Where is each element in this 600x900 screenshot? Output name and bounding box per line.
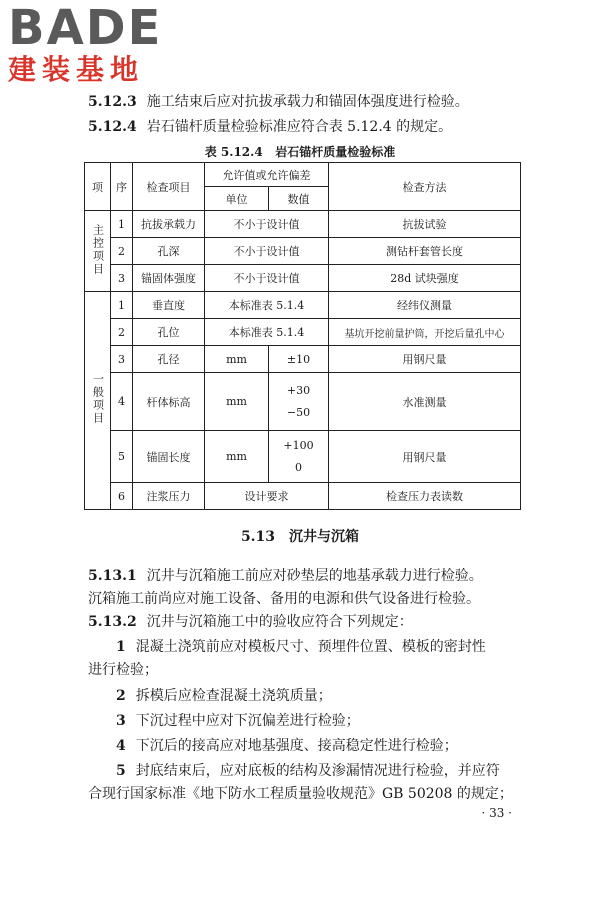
table-caption <box>0 143 600 160</box>
logo-brand: BADE <box>8 0 163 56</box>
cell-item: 注浆压力 <box>133 483 205 510</box>
cell-item: 杆体标高 <box>133 373 205 431</box>
cell-allowed: 本标准表 5.1.4 <box>205 292 329 319</box>
cell-method: 用钢尺量 <box>329 431 521 483</box>
clause-number: 5.12.3 <box>88 94 137 110</box>
item-text: 下沉过程中应对下沉偏差进行检验； <box>135 713 360 729</box>
list-item <box>116 711 360 731</box>
cell-method: 基坑开挖前量护筒，开挖后量孔中心 <box>329 319 521 346</box>
clause-number: 5.13.2 <box>88 614 137 630</box>
cell-seq: 2 <box>111 319 133 346</box>
clause-text: 施工结束后应对抗拔承载力和锚固体强度进行检验。 <box>146 94 469 110</box>
header-item: 项 <box>85 163 111 211</box>
clause-5-13-1-cont: 沉箱施工前尚应对施工设备、备用的电源和供气设备进行检验。 <box>88 591 480 607</box>
cell-method: 经纬仪测量 <box>329 292 521 319</box>
item-number: 3 <box>116 713 126 729</box>
clause-text: 沉井与沉箱施工中的验收应符合下列规定： <box>146 614 413 630</box>
clause-text: 岩石锚杆质量检验标准应符合表 5.12.4 的规定。 <box>146 119 453 135</box>
group-label <box>85 211 111 292</box>
table-header-row <box>85 163 521 187</box>
list-item <box>116 761 500 781</box>
cell-seq: 4 <box>111 373 133 431</box>
cell-seq: 1 <box>111 211 133 238</box>
cell-method: 水准测量 <box>329 373 521 431</box>
cell-item: 锚固长度 <box>133 431 205 483</box>
cell-item: 垂直度 <box>133 292 205 319</box>
cell-allowed: 不小于设计值 <box>205 238 329 265</box>
table-caption-number: 表 5.12.4 <box>204 145 263 159</box>
cell-allowed: 本标准表 5.1.4 <box>205 319 329 346</box>
cell-value: ±10 <box>269 346 329 373</box>
cell-seq: 5 <box>111 431 133 483</box>
header-allowed: 允许值或允许偏差 <box>205 163 329 187</box>
table-row <box>85 431 521 483</box>
cell-seq: 2 <box>111 238 133 265</box>
header-seq: 序 <box>111 163 133 211</box>
group-main: 主控项目 <box>91 223 105 276</box>
item-number: 4 <box>116 738 126 754</box>
group-general: 一般项目 <box>91 373 105 425</box>
cell-method: 28d 试块强度 <box>329 265 521 292</box>
clause-text: 沉井与沉箱施工前应对砂垫层的地基承载力进行检验。 <box>146 568 483 584</box>
cell-unit: mm <box>205 373 269 431</box>
item-text: 混凝土浇筑前应对模板尺寸、预埋件位置、模板的密封性 <box>135 639 486 655</box>
cell-item: 锚固体强度 <box>133 265 205 292</box>
header-unit: 单位 <box>205 187 269 211</box>
cell-item: 孔径 <box>133 346 205 373</box>
clause-5-13-2 <box>88 612 413 632</box>
table-caption-title: 岩石锚杆质量检验标准 <box>275 145 396 159</box>
cell-unit: mm <box>205 346 269 373</box>
clause-number: 5.12.4 <box>88 119 137 135</box>
cell-allowed: 不小于设计值 <box>205 211 329 238</box>
cell-seq: 3 <box>111 265 133 292</box>
cell-item: 孔深 <box>133 238 205 265</box>
quality-standard-table <box>84 162 521 510</box>
clause-5-12-4 <box>88 117 452 137</box>
header-method: 检查方法 <box>329 163 521 211</box>
cell-allowed: 设计要求 <box>205 483 329 510</box>
clause-5-13-1 <box>88 566 483 586</box>
cell-method: 测钻杆套管长度 <box>329 238 521 265</box>
cell-unit: mm <box>205 431 269 483</box>
section-number: 5.13 <box>240 529 276 545</box>
cell-method: 用钢尺量 <box>329 346 521 373</box>
clause-number: 5.13.1 <box>88 568 137 584</box>
item-number: 1 <box>116 639 126 655</box>
cell-method: 抗拔试验 <box>329 211 521 238</box>
section-name: 沉井与沉箱 <box>289 529 360 545</box>
list-item-cont: 进行检验； <box>88 662 158 678</box>
cell-seq: 6 <box>111 483 133 510</box>
item-text: 封底结束后，应对底板的结构及渗漏情况进行检验，并应符 <box>135 763 500 779</box>
cell-seq: 1 <box>111 292 133 319</box>
list-item-cont: 合现行国家标准《地下防水工程质量验收规范》GB 50208 的规定； <box>88 786 513 802</box>
table-row <box>85 238 521 265</box>
table-row <box>85 292 521 319</box>
item-number: 5 <box>116 763 126 779</box>
header-check-item: 检查项目 <box>133 163 205 211</box>
page-number: · 33 · <box>481 806 512 820</box>
section-title <box>0 526 600 546</box>
item-text: 下沉后的接高应对地基强度、接高稳定性进行检验； <box>135 738 458 754</box>
table-row <box>85 483 521 510</box>
list-item <box>116 637 486 657</box>
item-number: 2 <box>116 688 126 704</box>
clause-5-12-3 <box>88 92 469 112</box>
table-row <box>85 373 521 431</box>
table-row <box>85 346 521 373</box>
cell-allowed: 不小于设计值 <box>205 265 329 292</box>
cell-value: +100 0 <box>269 431 329 483</box>
list-item <box>116 736 458 756</box>
table-row <box>85 265 521 292</box>
table-row <box>85 319 521 346</box>
header-value: 数值 <box>269 187 329 211</box>
list-item <box>116 686 332 706</box>
logo <box>8 2 178 86</box>
cell-value: +30 −50 <box>269 373 329 431</box>
cell-item: 抗拔承载力 <box>133 211 205 238</box>
cell-seq: 3 <box>111 346 133 373</box>
cell-method: 检查压力表读数 <box>329 483 521 510</box>
logo-subtitle: 建装基地 <box>8 53 145 86</box>
cell-item: 孔位 <box>133 319 205 346</box>
item-text: 拆模后应检查混凝土浇筑质量； <box>135 688 332 704</box>
table-row <box>85 211 521 238</box>
group-label <box>85 292 111 510</box>
